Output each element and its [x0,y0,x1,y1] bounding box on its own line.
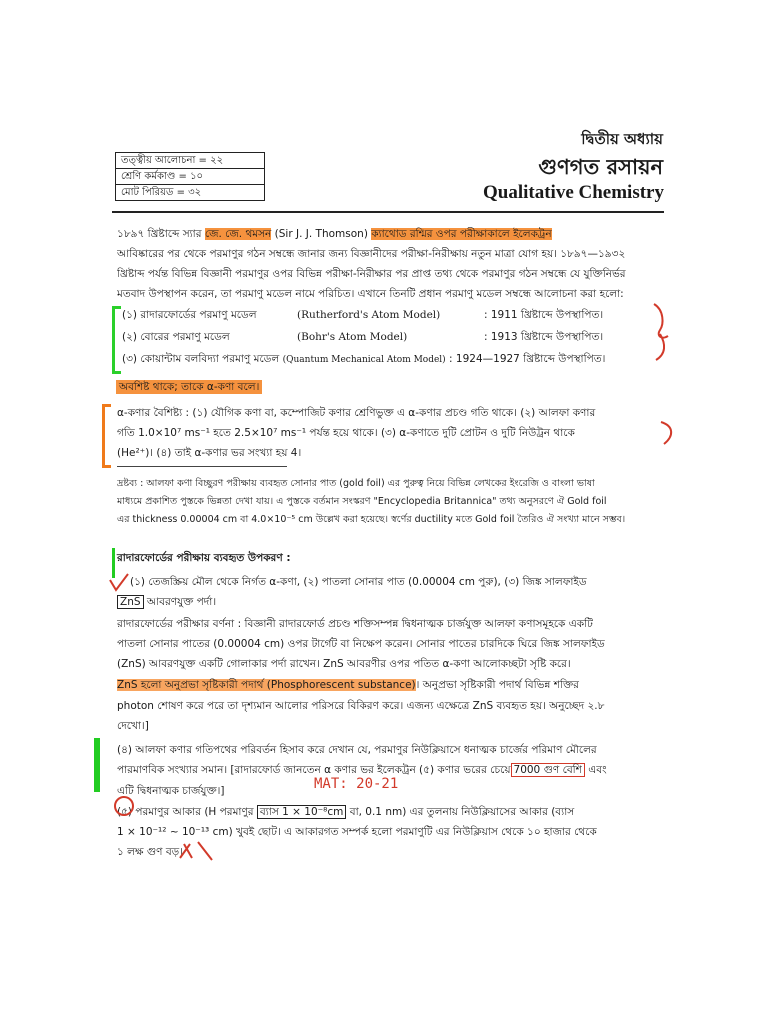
handwritten-red-bracket [650,300,678,364]
green-bar-point4 [94,738,100,792]
point4-line-3: এটি দ্বিধনাত্মক চার্জযুক্ত।] [117,785,225,797]
description-line-6: দেখো।] [117,720,149,732]
handwritten-circle [112,794,136,818]
alpha-line-1: α-কণার বৈশিষ্ট্য : (১) যৌগিক কণা বা, কম্পোজিট কণার শ্রেণিভুক্ত এ α-কণার প্রচণ্ড গতি থাকে। (২) আলফা কণার [117,407,596,419]
handwritten-red-mark [658,418,680,448]
intro-line-2: আবিষ্কারের পর থেকে পরমাণুর গঠন সম্বন্ধে জানার জন্য বিজ্ঞানীদের পরীক্ষা-নিরীক্ষায় নতুন মাত্রা যোগ হয়। ১৮৯৭—১৯৩২ [117,248,626,260]
description-line-1: রাদারফোর্ডের পরীক্ষার বর্ণনা : বিজ্ঞানী রাদারফোর্ড প্রচণ্ড শক্তিসম্পন্ন দ্বিধনাত্মক চার্জযুক্ত আলফা কণাসমূহকে একটি [117,618,593,630]
highlight-cathode: ক্যাথোড রশ্মির ওপর পরীক্ষাকালে ইলেকট্রন [371,228,552,240]
note-line-2: মাধ্যমে প্রকাশিত পুস্তকে ভিন্নতা দেখা যায়। এ পুস্তকে বর্তমান সংস্করণ "Encyclopedia Britannica" তথ্য অনুসরণে ঐ Gold foil [117,496,607,507]
handwritten-annotation: MAT: 20-21 [314,776,399,792]
green-bracket-models [112,306,121,374]
point4-line-2: পারমাণবিক সংখ্যার সমান। [রাদারফোর্ড জানতেন α কণার ভর ইলেকট্রন (৫) কণার ভরের চেয়ে 7000 গুণ বেশি এবং [117,764,607,776]
apparatus-line-1: (১) তেজস্ক্রিয় মৌল থেকে নির্গত α-কণা, (২) পাতলা সোনার পাত (0.00004 cm পুরু), (৩) জিঙ্ক সালফাইড [130,576,587,588]
intro-line-1: ১৮৯৭ খ্রিষ্টাব্দে স্যার জে. জে. থমসন (Sir J. J. Thomson) ক্যাথোড রশ্মির ওপর পরীক্ষাকালে ইলেকট্রন [117,228,552,240]
boxed-diameter: ব্যাস 1 × 10⁻⁸cm [257,805,346,819]
boxed-7000: 7000 গুণ বেশি [511,763,585,777]
header-divider [112,211,664,213]
alpha-line-2: গতি 1.0×10⁷ ms⁻¹ হতে 2.5×10⁷ ms⁻¹ পর্যন্ত হয়ে থাকে। (৩) α-কণাতে দুটি প্রোটন ও দুটি নিউট্রন থাকে [117,427,575,439]
model-bohr: (২) বোরের পরমাণু মডেল (Bohr's Atom Model) : 1913 খ্রিষ্টাব্দে উপস্থাপিত। [122,331,604,343]
chapter-number: দ্বিতীয় অধ্যায় [581,130,663,148]
description-line-2: পাতলা সোনার পাতের (0.00004 cm) ওপর টার্গেট বা নিক্ষেপ করেন। সোনার পাতের চারদিকে ঘিরে জিঙ্ক সালফাইড [117,638,605,650]
note-line-1: দ্রষ্টব্য : আলফা কণা বিচ্ছুরণ পরীক্ষায় ব্যবহৃত সোনার পাত (gold foil) এর পুরুত্ব নিয়ে বিভিন্ন লেখকের ইংরেজি ও বাংলা ভাষা [117,478,595,489]
period-total: মোট পিরিয়ড = ৩২ [121,187,202,198]
model-quantum: (৩) কোয়ান্টাম বলবিদ্যা পরমাণু মডেল (Quantum Mechanical Atom Model) : 1924—1927 খ্রিষ্টাব্দে উপস্থাপিত। [122,353,606,365]
apparatus-line-2: ZnS আবরণযুক্ত পর্দা। [117,592,657,612]
note-line-3: এর thickness 0.00004 cm বা 4.0×10⁻⁵ cm উল্লেখ করা হয়েছে। স্বর্ণের ductility মতে Gold foil তৈরিও ঐ সংখ্যা মানে সম্ভব। [117,514,626,525]
chapter-title-english: Qualitative Chemistry [482,182,664,203]
point4-line-1: (৪) আলফা কণার গতিপথের পরিবর্তন হিসাব করে দেখান যে, পরমাণুর নিউক্লিয়াসে ধনাত্মক চার্জের পরিমাণ মৌলের [117,744,597,756]
chapter-title-bengali: গুণগত রসায়ন [538,155,663,179]
handwritten-tick [108,572,130,594]
intro-line-3: খ্রিষ্টাব্দ পর্যন্ত বিভিন্ন বিজ্ঞানী পরমাণুর ওপর বিভিন্ন পরীক্ষা-নিরীক্ষার পর প্রাপ্ত তথ্য থেকে পরমাণুর গঠন সম্বন্ধে যে যুক্তিনির্ভর [117,268,626,280]
period-theory: তত্ত্বীয় আলোচনা = ২২ [116,153,264,169]
note-divider [117,466,287,467]
point5-line-3: ১ লক্ষ গুণ বড়। [117,846,183,858]
highlight-thomson: জে. জে. থমসন [204,228,272,240]
apparatus-title: রাদারফোর্ডের পরীক্ষায় ব্যবহৃত উপকরণ : [117,552,291,564]
point5-line-2: 1 × 10⁻¹² ~ 10⁻¹³ cm) খুবই ছোট। এ আকারগত সম্পর্ক হলো পরমাণুটি এর নিউক্লিয়াস থেকে ১০ হাজার থেকে [117,826,597,838]
handwritten-cross [176,838,216,864]
description-line-3: (ZnS) আবরণযুক্ত একটি গোলাকার পর্দা রাখেন। ZnS আবরণীর ওপর পতিত α-কণা আলোকচ্ছটা সৃষ্টি করে। [117,658,571,670]
point5-line-1: (৫) পরমাণুর আকার (H পরমাণুর ব্যাস 1 × 10⁻⁸cm বা, 0.1 nm) এর তুলনায় নিউক্লিয়াসের আকার (ব্যাস [117,806,575,818]
description-line-5: photon শোষণ করে পরে তা দৃশ্যমান আলোর পরিসরে বিকিরণ করে। এজন্য এক্ষেত্রে ZnS ব্যবহৃত হয়। অনুচ্ছেদ ২.৮ [117,700,605,712]
highlight-zns: ZnS হলো অনুপ্রভা সৃষ্টিকারী পদার্থ (Phosphorescent substance) [117,679,416,691]
orange-bracket-alpha [102,404,111,468]
period-table [115,152,265,201]
period-class: শ্রেণি কর্মকাণ্ড = ১০ [116,169,264,185]
model-rutherford: (১) রাদারফোর্ডের পরমাণু মডেল (Rutherford's Atom Model) : 1911 খ্রিষ্টাব্দে উপস্থাপিত। [122,309,604,321]
description-line-4: ZnS হলো অনুপ্রভা সৃষ্টিকারী পদার্থ (Phosphorescent substance)। অনুপ্রভা সৃষ্টিকারী পদার্থ বিভিন্ন শক্তির [117,679,579,691]
intro-line-4: মতবাদ উপস্থাপন করেন, তা পরমাণু মডেল নামে পরিচিত। এখানে তিনটি প্রধান পরমাণু মডেল সম্বন্ধে আলোচনা করা হলো: [117,288,624,300]
alpha-line-3: (He²⁺)। (৪) তাই α-কণার ভর সংখ্যা হয় 4। [117,447,302,459]
remaining-line: অবশিষ্ট থাকে; তাকে α-কণা বলে। [116,377,262,397]
